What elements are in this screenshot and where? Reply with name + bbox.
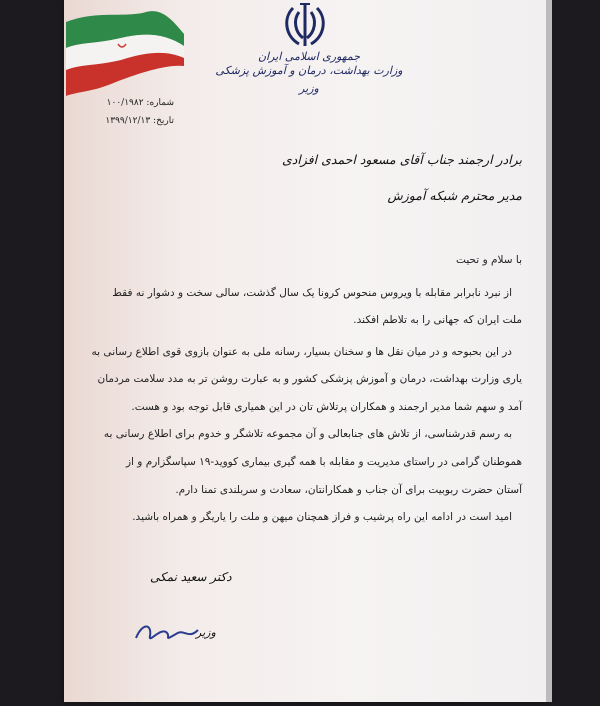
signatory-name: دکتر سعید نمکی bbox=[150, 570, 232, 584]
body-line: آمد و سهم شما مدیر ارجمند و همکاران پرتلاش تان در این همیاری قابل توجه بود و هست. bbox=[131, 401, 522, 413]
letterhead-country: جمهوری اسلامی ایران bbox=[257, 50, 361, 63]
body-line: یاری وزارت بهداشت، درمان و آموزش پزشکی کشور و به عبارت روشن تر به مدد سلامت مردمان bbox=[97, 373, 522, 385]
body-line: امید است در ادامه این راه پرشیب و فراز همچنان میهن و ملت را یاریگر و همراه باشید. bbox=[132, 511, 512, 523]
iran-flag-image bbox=[66, 4, 186, 96]
body-line: هموطنان گرامی در راستای مدیریت و مقابله با همه گیری بیماری کووید-۱۹ سپاسگزارم و از bbox=[125, 456, 522, 468]
page-edge bbox=[546, 0, 552, 702]
letterhead-minister: وزیر bbox=[299, 82, 319, 95]
body-line: ملت ایران که جهانی را به تلاطم افکند. bbox=[353, 314, 522, 326]
body-line: از نبرد نابرابر مقابله با ویروس منحوس کرونا یک سال گذشت، سالی سخت و دشوار نه فقط bbox=[112, 287, 512, 299]
recipient-name: برادر ارجمند جناب آقای مسعود احمدی افزادی bbox=[281, 152, 522, 167]
date-label: تاریخ: bbox=[153, 116, 174, 126]
national-emblem-icon bbox=[279, 2, 331, 50]
body-line: آستان حضرت ربوبیت برای آن جناب و همکارانتان، سعادت و سربلندی تمنا دارم. bbox=[175, 484, 522, 496]
letter-number bbox=[84, 98, 174, 108]
body-line: در این بحبوحه و در میان نقل ها و سخنان بسیار، رسانه ملی به عنوان بازوی قوی اطلاع رسانی به bbox=[91, 346, 512, 358]
letterhead-ministry: وزارت بهداشت، درمان و آموزش پزشکی bbox=[215, 64, 403, 77]
greeting: با سلام و تحیت bbox=[456, 254, 522, 266]
letter-page bbox=[64, 0, 546, 702]
number-label: شماره: bbox=[146, 98, 174, 108]
body-line: به رسم قدرشناسی، از تلاش های جنابعالی و آن مجموعه تلاشگر و خدوم برای اطلاع رسانی به bbox=[103, 428, 512, 440]
letter-date bbox=[84, 116, 174, 126]
date-value: ۱۳۹۹/۱۲/۱۳ bbox=[105, 116, 151, 126]
signatory-title: وزیر bbox=[196, 626, 216, 639]
recipient-title: مدیر محترم شبکه آموزش bbox=[387, 188, 522, 203]
number-value: ۱۰۰/۱۹۸۲ bbox=[106, 98, 144, 108]
handwritten-signature bbox=[132, 618, 202, 648]
